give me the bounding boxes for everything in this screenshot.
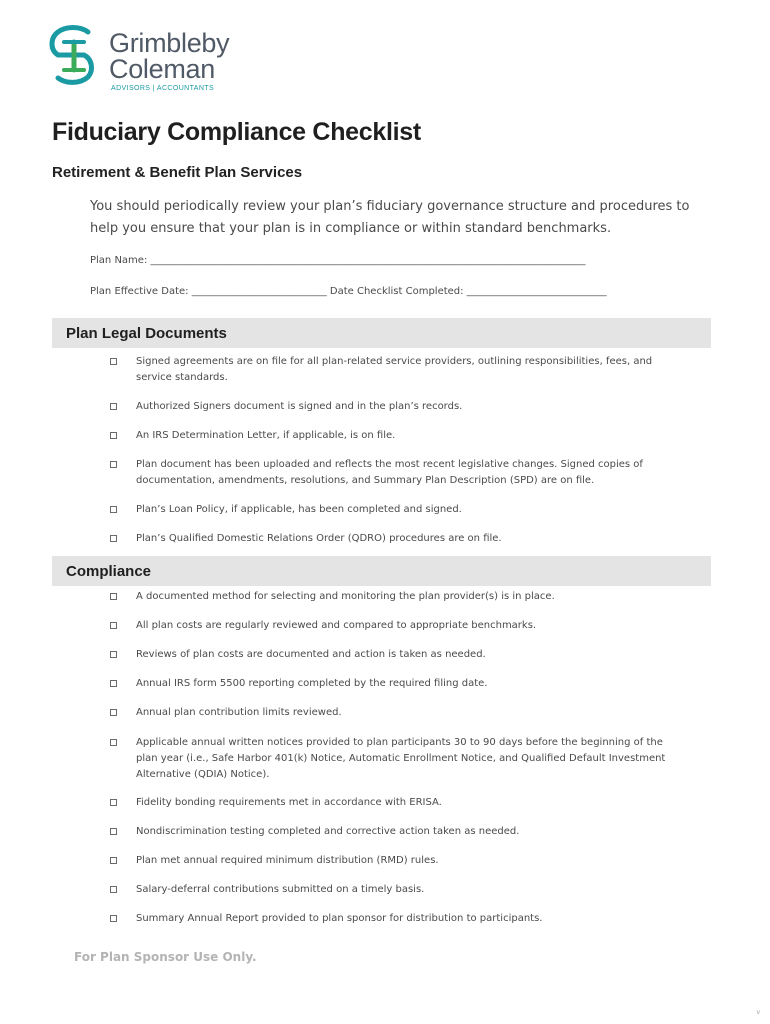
checkbox[interactable] [110,828,117,835]
checklist-item-text: Annual plan contribution limits reviewed. [136,707,342,718]
checklist-item-text: Plan document has been uploaded and reflects the most recent legislative changes. Signed copies of documentation, amendments, resolutions, and Summary Plan Description (SPD) are on file. [136,459,643,486]
intro-paragraph: You should periodically review your plan’s fiduciary governance structure and procedures to help you ensure that your plan is in compliance or within standard benchmarks. [90,199,690,236]
checkbox[interactable] [110,403,117,410]
checklist-item-text: Applicable annual written notices provided to plan participants 30 to 90 days before the beginning of the plan year (i.e., Safe Harbor 401(k) Notice, Automatic Enrollment Notice, and Qualified Default Investment Alternative (QDIA) Notice). [136,737,666,780]
checklist-item[interactable] [110,647,680,663]
logo-name-line2: Coleman [109,54,215,84]
footer-note: For Plan Sponsor Use Only. [74,950,257,964]
logo-tagline: ADVISORS | ACCOUNTANTS [111,85,215,92]
checklist-item[interactable] [110,705,680,721]
checkbox[interactable] [110,799,117,806]
checklist-item-text: Plan’s Qualified Domestic Relations Order (QDRO) procedures are on file. [136,533,502,544]
checklist-item[interactable] [110,589,680,605]
checkbox[interactable] [110,461,117,468]
checklist-item[interactable] [110,911,680,927]
checklist-item[interactable] [110,457,680,489]
checklist-item[interactable] [110,354,680,386]
checklist-item-text: Salary-deferral contributions submitted on a timely basis. [136,884,425,895]
checklist-item[interactable] [110,618,680,634]
checkbox[interactable] [110,857,117,864]
checkbox[interactable] [110,886,117,893]
page-subtitle: Retirement & Benefit Plan Services [52,164,303,181]
checkbox[interactable] [110,535,117,542]
checklist-item[interactable] [110,676,680,692]
checkbox[interactable] [110,593,117,600]
checklist-item[interactable] [110,531,680,547]
plan-dates-field[interactable]: Plan Effective Date: ___________________________ Date Checklist Completed: ____________________________ [90,286,607,297]
checklist-item-text: Summary Annual Report provided to plan sponsor for distribution to participants. [136,913,543,924]
checklist-item-text: All plan costs are regularly reviewed and compared to appropriate benchmarks. [136,620,537,631]
company-logo [44,24,264,96]
checklist-item[interactable] [110,502,680,518]
page-title: Fiduciary Compliance Checklist [52,118,421,146]
checklist-item-text: Fidelity bonding requirements met in accordance with ERISA. [136,797,442,808]
checklist-item-text: Signed agreements are on file for all plan-related service providers, outlining responsibilities, fees, and service standards. [136,356,653,383]
logo-name-line1: Grimbleby [109,28,230,58]
checkbox[interactable] [110,506,117,513]
checklist-item-text: Authorized Signers document is signed and in the plan’s records. [136,401,463,412]
checklist-item[interactable] [110,399,680,415]
checklist-item-text: A documented method for selecting and monitoring the plan provider(s) is in place. [136,591,555,602]
checklist-item[interactable] [110,853,680,869]
checkbox[interactable] [110,680,117,687]
checklist-item[interactable] [110,882,680,898]
checklist-item-text: An IRS Determination Letter, if applicable, is on file. [136,430,396,441]
checkbox[interactable] [110,915,117,922]
checklist-item[interactable] [110,735,680,783]
checkbox[interactable] [110,622,117,629]
section-header-plan-legal-documents: Plan Legal Documents [52,318,711,348]
section-header-compliance: Compliance [52,556,711,586]
checklist-item-text: Annual IRS form 5500 reporting completed by the required filing date. [136,678,488,689]
checklist-item-text: Nondiscrimination testing completed and corrective action taken as needed. [136,826,520,837]
checkbox[interactable] [110,709,117,716]
grimbleby-coleman-logo-icon [44,24,104,86]
checkbox[interactable] [110,358,117,365]
checklist-item[interactable] [110,795,680,811]
checkbox[interactable] [110,739,117,746]
checklist-item[interactable] [110,428,680,444]
plan-name-field[interactable]: Plan Name: _______________________________________________________________________________________ [90,255,586,266]
checklist-item[interactable] [110,824,680,840]
checklist-item-text: Reviews of plan costs are documented and action is taken as needed. [136,649,486,660]
checkbox[interactable] [110,432,117,439]
checklist-item-text: Plan met annual required minimum distribution (RMD) rules. [136,855,439,866]
checklist-item-text: Plan’s Loan Policy, if applicable, has been completed and signed. [136,504,462,515]
checkbox[interactable] [110,651,117,658]
corner-mark: v [756,1009,760,1016]
